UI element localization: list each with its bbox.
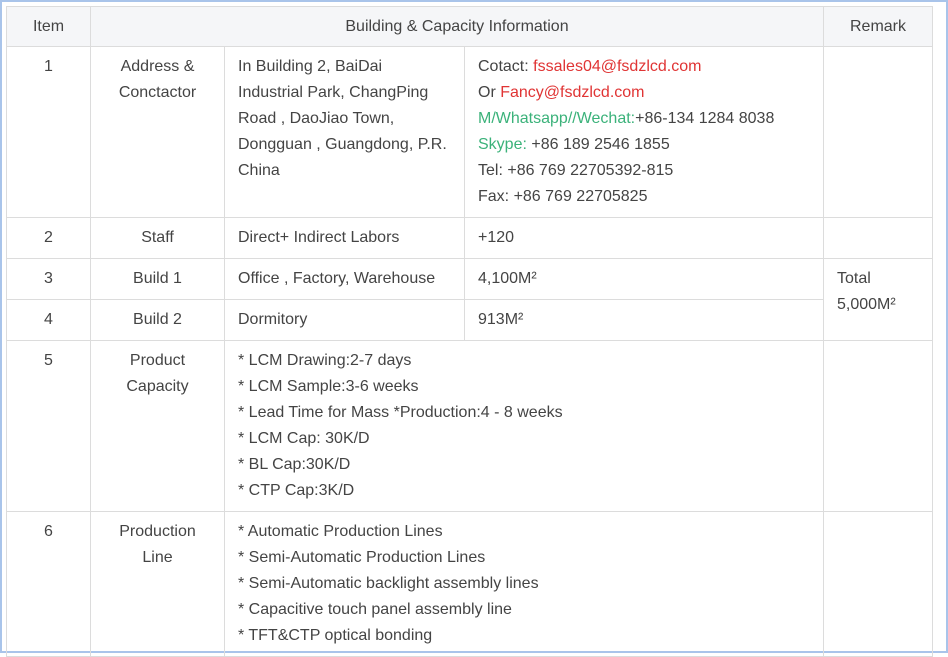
remark-cell: Total 5,000M²: [824, 259, 933, 341]
contact-skype-line: [478, 132, 810, 158]
whatsapp-label: M/Whatsapp//Wechat:: [478, 110, 636, 127]
table-row: [7, 259, 933, 300]
list-item: * Semi-Automatic backlight assembly lines: [238, 575, 539, 592]
value-cell: +120: [465, 218, 824, 259]
list-item: * Lead Time for Mass *Production:4 - 8 weeks: [238, 404, 563, 421]
item-number: 4: [7, 300, 91, 341]
table-row: [7, 218, 933, 259]
email-link[interactable]: fssales04@fsdzlcd.com: [533, 58, 702, 75]
item-number: 6: [7, 512, 91, 657]
row-label: Product Capacity: [91, 341, 225, 512]
list-item: * Capacitive touch panel assembly line: [238, 601, 512, 618]
header-item: Item: [7, 7, 91, 47]
desc-cell: Dormitory: [225, 300, 465, 341]
table-row: [7, 300, 933, 341]
skype-value: +86 189 2546 1855: [526, 136, 670, 153]
table-row: [7, 47, 933, 218]
contact-prefix: Cotact:: [478, 58, 534, 75]
list-item: * TFT&CTP optical bonding: [238, 627, 433, 644]
production-line-list-cell: [225, 512, 824, 657]
capacity-table: [6, 6, 933, 657]
remark-cell: [824, 512, 933, 657]
value-cell: 4,100M²: [465, 259, 824, 300]
header-remark: Remark: [824, 7, 933, 47]
list-item: * LCM Sample:3-6 weeks: [238, 378, 419, 395]
row-label: Staff: [91, 218, 225, 259]
row-label: Build 2: [91, 300, 225, 341]
value-cell: 913M²: [465, 300, 824, 341]
item-number: 2: [7, 218, 91, 259]
contact-email-line: [478, 54, 810, 80]
remark-cell: [824, 47, 933, 218]
remark-cell: [824, 341, 933, 512]
capacity-list-cell: [225, 341, 824, 512]
list-item: * Automatic Production Lines: [238, 523, 443, 540]
header-info: Building & Capacity Information: [91, 7, 824, 47]
email-link[interactable]: Fancy@fsdzlcd.com: [500, 84, 645, 101]
whatsapp-value: +86-134 1284 8038: [635, 110, 775, 127]
contact-fax-line: Fax: +86 769 22705825: [478, 188, 648, 205]
item-number: 5: [7, 341, 91, 512]
desc-cell: Direct+ Indirect Labors: [225, 218, 465, 259]
item-number: 3: [7, 259, 91, 300]
table-row: [7, 341, 933, 512]
contact-email2-line: [478, 80, 810, 106]
contact-cell: [465, 47, 824, 218]
desc-cell: Office , Factory, Warehouse: [225, 259, 465, 300]
contact-whatsapp-line: [478, 106, 810, 132]
list-item: * LCM Drawing:2-7 days: [238, 352, 412, 369]
list-item: * Semi-Automatic Production Lines: [238, 549, 486, 566]
item-number: 1: [7, 47, 91, 218]
skype-label: Skype:: [478, 136, 527, 153]
row-label: Production Line: [91, 512, 225, 657]
list-item: * CTP Cap:3K/D: [238, 482, 355, 499]
row-label: Build 1: [91, 259, 225, 300]
remark-cell: [824, 218, 933, 259]
list-item: * BL Cap:30K/D: [238, 456, 351, 473]
or-prefix: Or: [478, 84, 501, 101]
address-cell: In Building 2, BaiDai Industrial Park, ChangPing Road , DaoJiao Town, Dongguan , Guangdong, P.R. China: [225, 47, 465, 218]
table-header-row: [7, 7, 933, 47]
list-item: * LCM Cap: 30K/D: [238, 430, 370, 447]
row-label: Address & Conctactor: [91, 47, 225, 218]
table-row: [7, 512, 933, 657]
contact-tel-line: Tel: +86 769 22705392-815: [478, 162, 674, 179]
